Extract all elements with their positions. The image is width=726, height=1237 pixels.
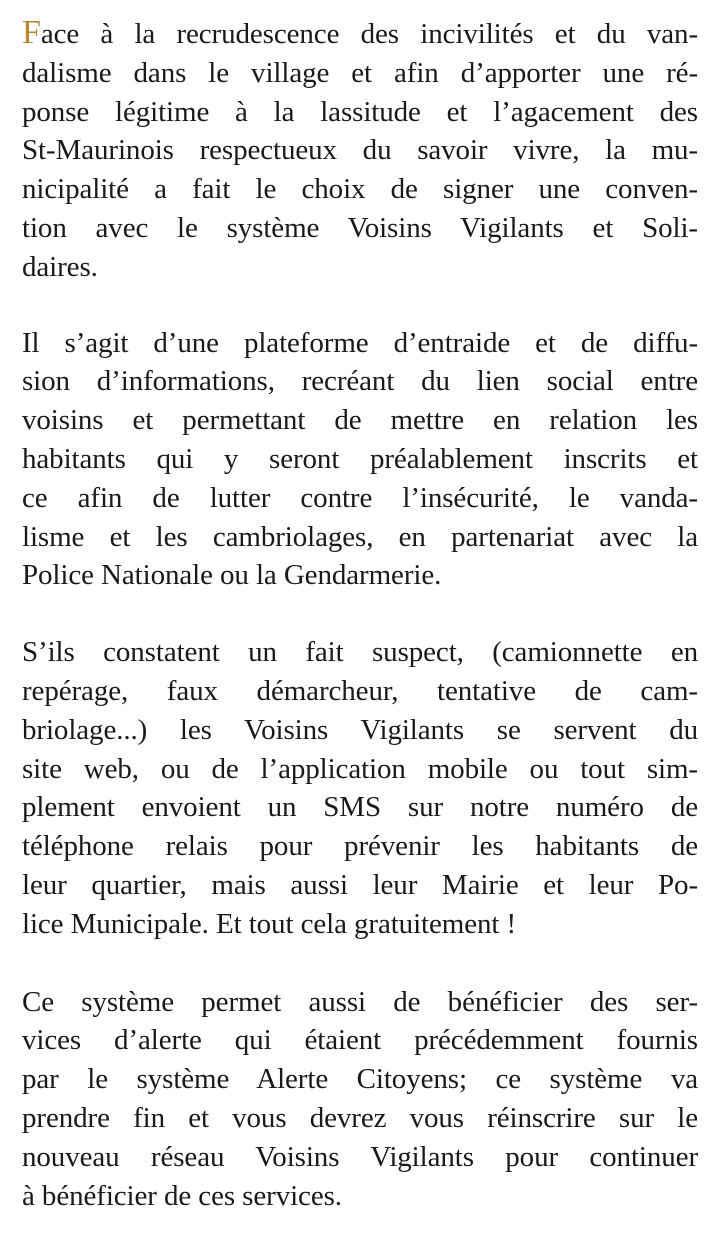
text-line: prendre fin et vous devrez vous réinscrire sur le	[22, 1101, 698, 1134]
paragraph-2	[22, 324, 698, 596]
text-line: vices d’alerte qui étaient précédemment fournis	[22, 1024, 698, 1057]
paragraph-3	[22, 633, 698, 943]
text-line: briolage...) les Voisins Vigilants se servent du	[22, 713, 698, 746]
text-line-content: ace à la recrudescence des incivilités et du van-	[40, 18, 698, 50]
text-line: tion avec le système Voisins Vigilants et Soli-	[22, 211, 698, 244]
text-line: téléphone relais pour prévenir les habitants de	[22, 830, 698, 863]
text-line: nicipalité a fait le choix de signer une conven-	[22, 173, 698, 206]
text-line: Ce système permet aussi de bénéficier des ser-	[22, 985, 698, 1018]
text-line: leur quartier, mais aussi leur Mairie et leur Po-	[22, 868, 698, 901]
text-line: St-Maurinois respectueux du savoir vivre, la mu-	[22, 134, 698, 167]
drop-cap: F	[22, 14, 41, 51]
text-line: par le système Alerte Citoyens; ce système va	[22, 1063, 698, 1096]
text-line: nouveau réseau Voisins Vigilants pour continuer	[22, 1140, 698, 1173]
text-line: daires.	[22, 250, 98, 283]
text-line: habitants qui y seront préalablement inscrits et	[22, 442, 698, 475]
text-line: Il s’agit d’une plateforme d’entraide et de diffu-	[22, 326, 698, 359]
text-line: voisins et permettant de mettre en relation les	[22, 404, 698, 437]
text-line	[22, 14, 698, 54]
paragraph-4	[22, 983, 698, 1216]
text-line: lisme et les cambriolages, en partenariat avec la	[22, 520, 698, 553]
text-line: repérage, faux démarcheur, tentative de cam-	[22, 674, 698, 707]
text-line: ce afin de lutter contre l’insécurité, le vanda-	[22, 481, 698, 514]
text-line: S’ils constatent un fait suspect, (camionnette en	[22, 636, 698, 669]
text-line: site web, ou de l’application mobile ou tout sim-	[22, 752, 698, 785]
paragraph-1	[22, 14, 698, 287]
text-line: ponse légitime à la lassitude et l’agacement des	[22, 95, 698, 128]
text-line: dalisme dans le village et afin d’apporter une ré-	[22, 56, 698, 89]
text-line: à bénéficier de ces services.	[22, 1179, 342, 1212]
text-line: sion d’informations, recréant du lien social entre	[22, 365, 698, 398]
text-line: Police Nationale ou la Gendarmerie.	[22, 559, 442, 592]
article-body	[22, 14, 698, 1215]
text-line: plement envoient un SMS sur notre numéro de	[22, 791, 698, 824]
text-line: lice Municipale. Et tout cela gratuitement !	[22, 907, 517, 940]
